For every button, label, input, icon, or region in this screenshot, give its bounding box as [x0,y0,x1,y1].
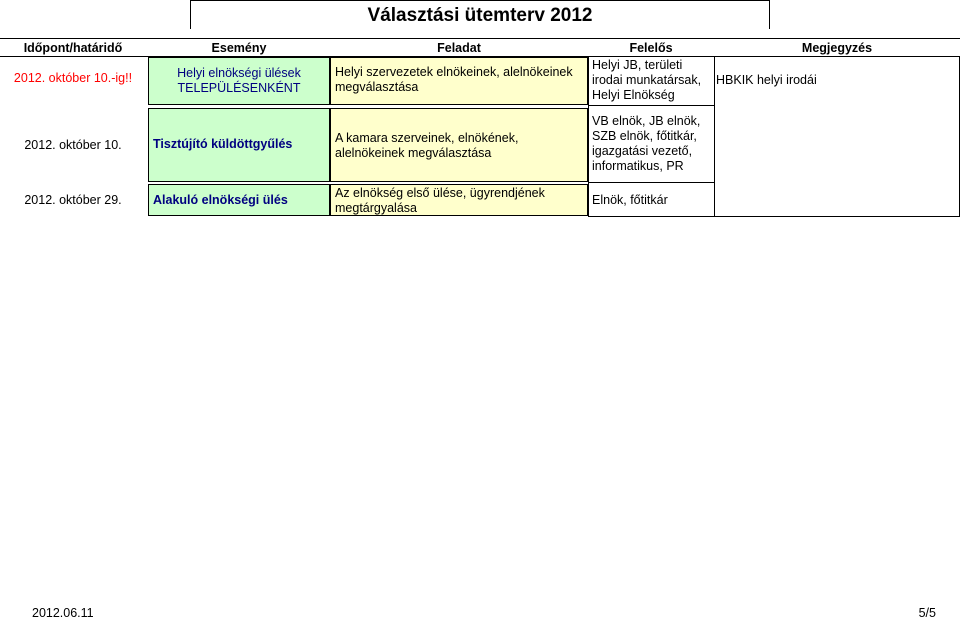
header-responsible: Felelős [629,41,673,55]
col-border-note-left [714,57,715,217]
footer-page: 5/5 [918,606,936,620]
footer-date: 2012.06.11 [32,606,94,620]
row3-task-text: Az elnökség első ülése, ügyrendjének megtárgyalása [335,186,545,215]
row3-date: 2012. október 29. [24,193,122,207]
row3-event-text: Alakuló elnökségi ülés [153,193,288,207]
row1-responsible: Helyi JB, területi irodai munkatársak, Helyi Elnökség [592,58,702,102]
row1-note: HBKIK helyi irodái [716,73,817,87]
row1-date: 2012. október 10.-ig!! [13,71,133,85]
row2-task-text: A kamara szerveinek, elnökének, alelnökeinek megválasztása [335,131,519,160]
row1-bottom-border [588,105,714,106]
row3-event [148,184,330,216]
header-event: Esemény [211,41,267,55]
header-note: Megjegyzés [801,41,873,55]
row1-task [330,57,588,105]
row1-event-text: Helyi elnökségi ülések TELEPÜLÉSENKÉNT [177,66,301,95]
row2-date: 2012. október 10. [24,138,122,152]
row2-responsible: VB elnök, JB elnök, SZB elnök, főtitkár, igazgatási vezető, informatikus, PR [592,114,701,173]
row1-task-text: Helyi szervezetek elnökeinek, alelnökeinek megválasztása [335,65,573,94]
row3-responsible: Elnök, főtitkár [592,193,668,207]
table-bottom-border [588,216,960,217]
row3-task [330,184,588,216]
row2-event [148,108,330,182]
row2-event-text: Tisztújító küldöttgyűlés [153,137,293,151]
row2-bottom-border [588,182,714,183]
header-task: Feladat [437,41,481,55]
page-title: Választási ütemterv 2012 [367,5,593,26]
col-border-responsible [588,57,589,217]
row1-event [148,57,330,105]
header-top-border [0,38,960,39]
row2-task [330,108,588,182]
header-date: Időpont/határidő [23,41,123,55]
